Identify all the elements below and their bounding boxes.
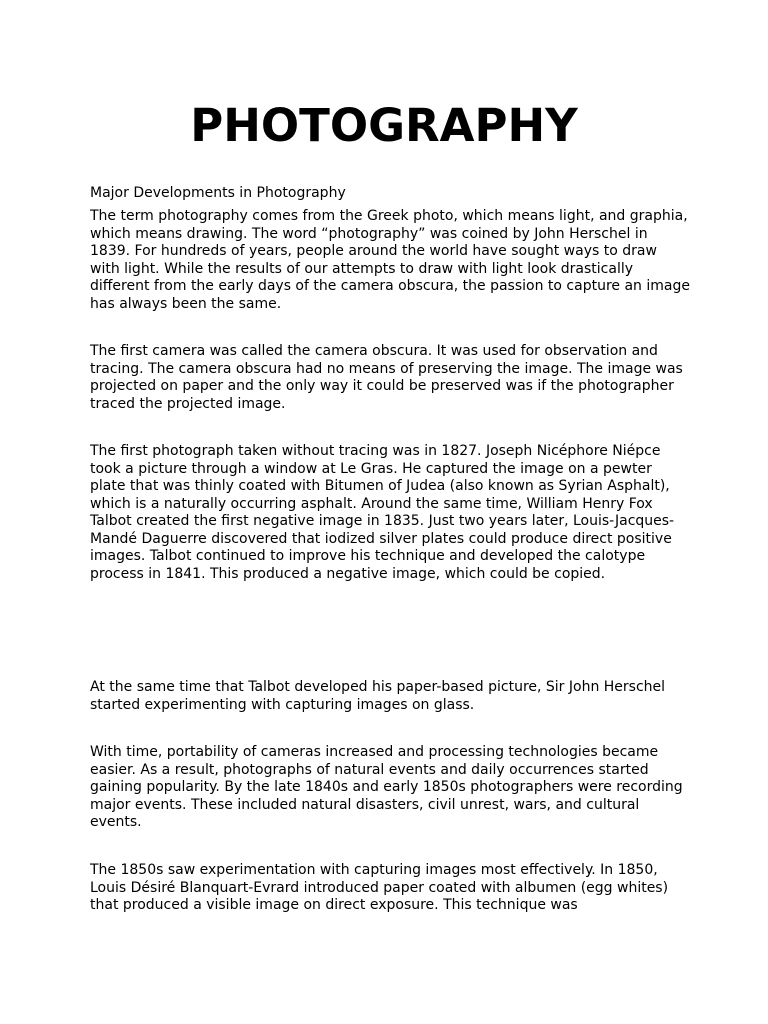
paragraph-1850s: The 1850s saw experimentation with capturing images most effectively. In 1850, Louis Désiré Blanquart-Evrard introduced paper coated with albumen (egg whites) that produced a visible image on direct exposure. This technique was [90,862,669,913]
paragraph-herschel-glass: At the same time that Talbot developed his paper-based picture, Sir John Herschel started experimenting with capturing images on glass. [90,679,666,713]
document-title: PHOTOGRAPHY [190,99,578,152]
document-subtitle: Major Developments in Photography [90,185,346,201]
paragraph-first-photograph: The first photograph taken without tracing was in 1827. Joseph Nicéphore Niépce took a picture through a window at Le Gras. He captured the image on a pewter plate that was thinly coated with Bitumen of Judea (also known as Syrian Asphalt), which is a naturally occurring asphalt. Around the same time, William Henry Fox Talbot created the first negative image in 1835. Just two years later, Louis-Jacques-Mandé Daguerre discovered that iodized silver plates could produce direct positive images. Talbot continued to improve his technique and developed the calotype process in 1841. This produced a negative image, which could be copied. [90,443,675,582]
paragraph-portability: With time, portability of cameras increased and processing technologies became easier. As a result, photographs of natural events and daily occurrences started gaining popularity. By the late 1840s and early 1850s photographers were recording major events. These included natural disasters, civil unrest, wars, and cultural events. [90,744,683,830]
paragraph-etymology: The term photography comes from the Greek photo, which means light, and graphia, which means drawing. The word “photography” was coined by John Herschel in 1839. For hundreds of years, people around the world have sought ways to draw with light. While the results of our attempts to draw with light look drastically different from the early days of the camera obscura, the passion to capture an image has always been the same. [90,208,690,312]
paragraph-camera-obscura: The first camera was called the camera obscura. It was used for observation and tracing. The camera obscura had no means of preserving the image. The image was projected on paper and the only way it could be preserved was if the photographer traced the projected image. [90,343,683,412]
